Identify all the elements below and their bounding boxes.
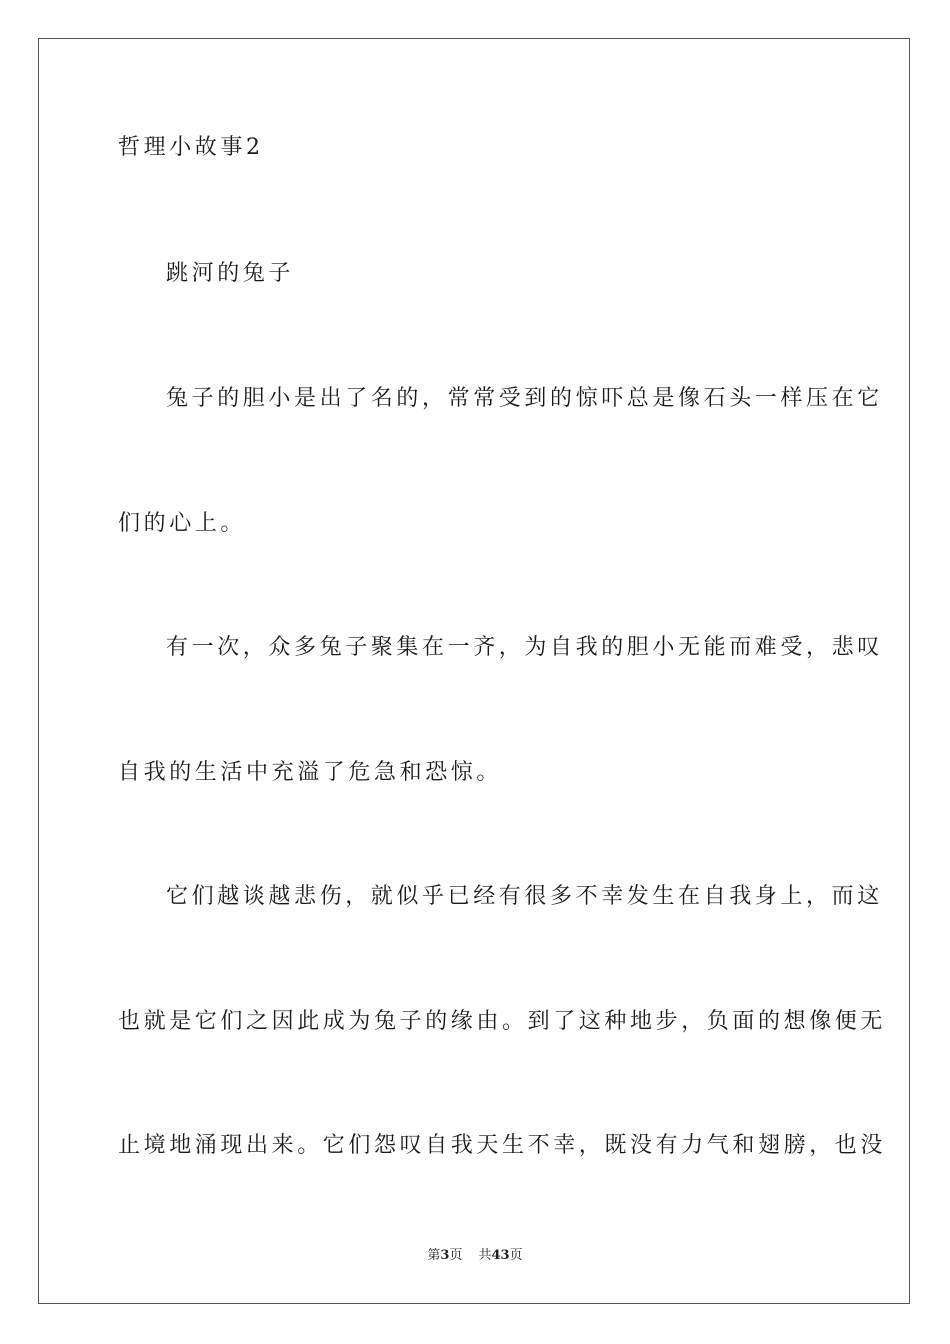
- story-title: 跳河的兔子: [166, 261, 295, 286]
- page-prefix: 第: [427, 1248, 441, 1263]
- paragraph-line: 也就是它们之因此成为兔子的缘由。到了这种地步，负面的想像便无: [118, 1009, 887, 1034]
- page-suffix: 页: [449, 1248, 463, 1263]
- page-border: [38, 38, 910, 1304]
- total-suffix: 页: [509, 1248, 523, 1263]
- paragraph-line: 止境地涌现出来。它们怨叹自我天生不幸，既没有力气和翅膀，也没: [118, 1133, 887, 1158]
- page-footer: [0, 1247, 950, 1265]
- total-pages: 43: [491, 1248, 510, 1263]
- page-number: 3: [440, 1248, 450, 1263]
- paragraph-line: 有一次，众多兔子聚集在一齐，为自我的胆小无能而难受，悲叹: [166, 635, 883, 660]
- paragraph-line: 们的心上。: [118, 511, 247, 536]
- document-heading: 哲理小故事2: [118, 135, 264, 160]
- paragraph-line: 自我的生活中充溢了危急和恐惊。: [118, 760, 503, 785]
- total-prefix: 共: [478, 1248, 492, 1263]
- paragraph-line: 兔子的胆小是出了名的，常常受到的惊吓总是像石头一样压在它: [166, 386, 883, 411]
- paragraph-line: 它们越谈越悲伤，就似乎已经有很多不幸发生在自我身上，而这: [166, 884, 883, 909]
